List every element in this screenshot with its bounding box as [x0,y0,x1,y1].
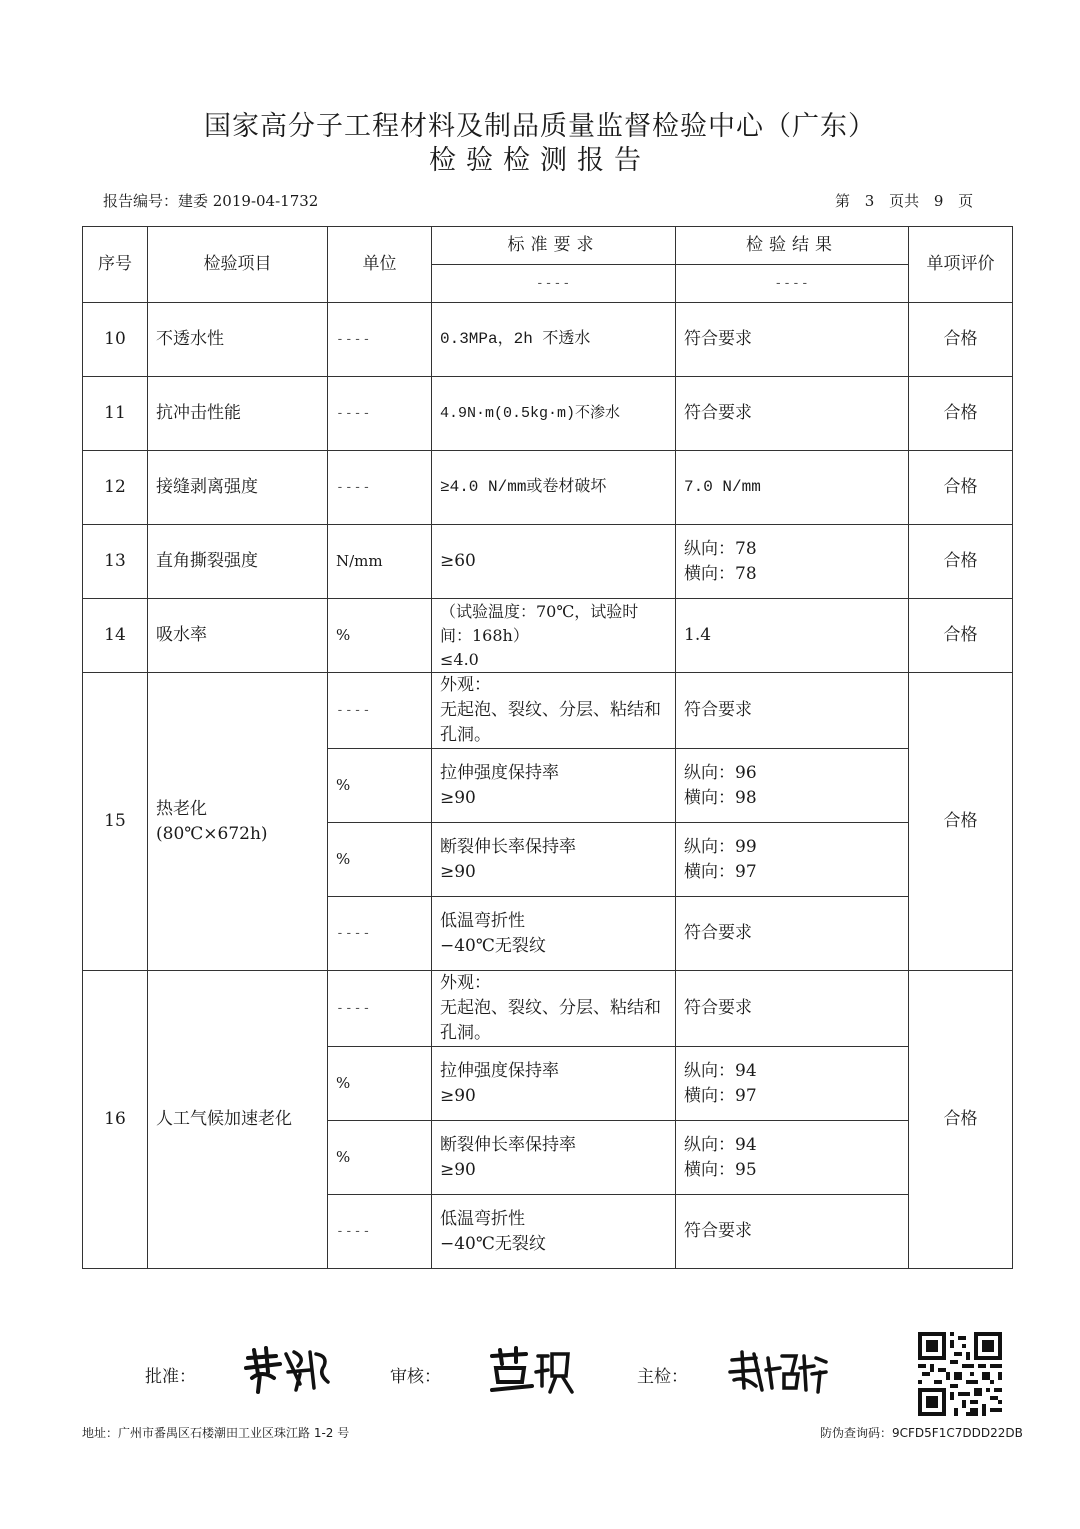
row-result: 符合要求 [676,303,909,377]
sub-requirement: 断裂伸长率保持率 ≥90 [432,1121,676,1195]
row-item: 抗冲击性能 [148,377,328,451]
address: 地址：广州市番禺区石楼潮田工业区珠江路 1-2 号 [82,1426,350,1440]
inspection-table [82,226,1013,1269]
sub-unit: ---- [328,673,432,749]
row-result: 纵向：78 横向：78 [676,525,909,599]
inspect-label: 主检： [637,1367,688,1387]
sub-result: 符合要求 [676,897,909,971]
row-item: 接缝剥离强度 [148,451,328,525]
table-row [83,525,1013,599]
row-seq: 10 [83,303,148,377]
row-requirement: ≥60 [432,525,676,599]
table-row [83,451,1013,525]
row-verdict: 合格 [909,377,1013,451]
sub-result: 符合要求 [676,673,909,749]
sub-result: 纵向：94 横向：97 [676,1047,909,1121]
inspect-signature [726,1348,830,1398]
sub-unit: % [328,749,432,823]
header-result: 检验结果 [676,227,909,265]
table-row [83,673,1013,749]
row-item: 吸水率 [148,599,328,673]
sub-requirement: 拉伸强度保持率 ≥90 [432,1047,676,1121]
sub-requirement: 拉伸强度保持率 ≥90 [432,749,676,823]
sub-unit: % [328,1121,432,1195]
sub-unit: % [328,1047,432,1121]
review-label: 审核： [390,1367,441,1387]
sub-result: 纵向：94 横向：95 [676,1121,909,1195]
report-subtitle: 检验检测报告 [429,145,651,176]
row-requirement: ≥4.0 N/mm或卷材破坏 [432,451,676,525]
table-row [83,971,1013,1047]
table-row [83,377,1013,451]
sub-unit: ---- [328,1195,432,1269]
row-verdict: 合格 [909,451,1013,525]
header-requirement: 标准要求 [432,227,676,265]
sub-unit: ---- [328,971,432,1047]
review-signature [486,1346,578,1398]
table-row [83,303,1013,377]
sub-requirement: 低温弯折性 −40℃无裂纹 [432,897,676,971]
sub-requirement: 断裂伸长率保持率 ≥90 [432,823,676,897]
group-16-seq: 16 [83,971,148,1269]
row-result: 1.4 [676,599,909,673]
row-unit: ---- [328,377,432,451]
page-info: 第 3 页共 9 页 [835,192,974,210]
header-unit: 单位 [328,227,432,303]
row-result: 7.0 N/mm [676,451,909,525]
row-seq: 12 [83,451,148,525]
row-item: 直角撕裂强度 [148,525,328,599]
sub-result: 符合要求 [676,971,909,1047]
header-result-dash: ---- [676,265,909,303]
row-item: 不透水性 [148,303,328,377]
sub-requirement: 外观： 无起泡、裂纹、分层、粘结和孔洞。 [432,971,676,1047]
row-seq: 13 [83,525,148,599]
row-seq: 14 [83,599,148,673]
sub-unit: ---- [328,897,432,971]
group-15-verdict: 合格 [909,673,1013,971]
row-result: 符合要求 [676,377,909,451]
group-15-item: 热老化 (80℃×672h) [148,673,328,971]
group-16-item: 人工气候加速老化 [148,971,328,1269]
header-seq: 序号 [83,227,148,303]
row-verdict: 合格 [909,599,1013,673]
row-verdict: 合格 [909,525,1013,599]
row-unit: ---- [328,303,432,377]
sub-requirement: 低温弯折性 −40℃无裂纹 [432,1195,676,1269]
row-unit: ---- [328,451,432,525]
qr-code-icon [918,1332,1002,1416]
header-row [83,227,1013,265]
group-15-seq: 15 [83,673,148,971]
row-requirement: （试验温度：70℃，试验时间：168h） ≤4.0 [432,599,676,673]
sub-requirement: 外观： 无起泡、裂纹、分层、粘结和孔洞。 [432,673,676,749]
row-verdict: 合格 [909,303,1013,377]
approve-label: 批准： [145,1367,196,1387]
report-number: 报告编号：建委 2019-04-1732 [103,192,319,210]
sub-result: 纵向：96 横向：98 [676,749,909,823]
row-unit: % [328,599,432,673]
table-row [83,599,1013,673]
row-unit: N/mm [328,525,432,599]
header-item: 检验项目 [148,227,328,303]
row-seq: 11 [83,377,148,451]
row-requirement: 0.3MPa，2h 不透水 [432,303,676,377]
sub-result: 符合要求 [676,1195,909,1269]
anti-fake-code: 防伪查询码：9CFD5F1C7DDD22DB [820,1426,1023,1440]
header-requirement-dash: ---- [432,265,676,303]
header-verdict: 单项评价 [909,227,1013,303]
report-title: 国家高分子工程材料及制品质量监督检验中心（广东） [204,111,876,142]
approve-signature [240,1344,332,1396]
sub-result: 纵向：99 横向：97 [676,823,909,897]
group-16-verdict: 合格 [909,971,1013,1269]
row-requirement: 4.9N·m(0.5kg·m)不渗水 [432,377,676,451]
sub-unit: % [328,823,432,897]
